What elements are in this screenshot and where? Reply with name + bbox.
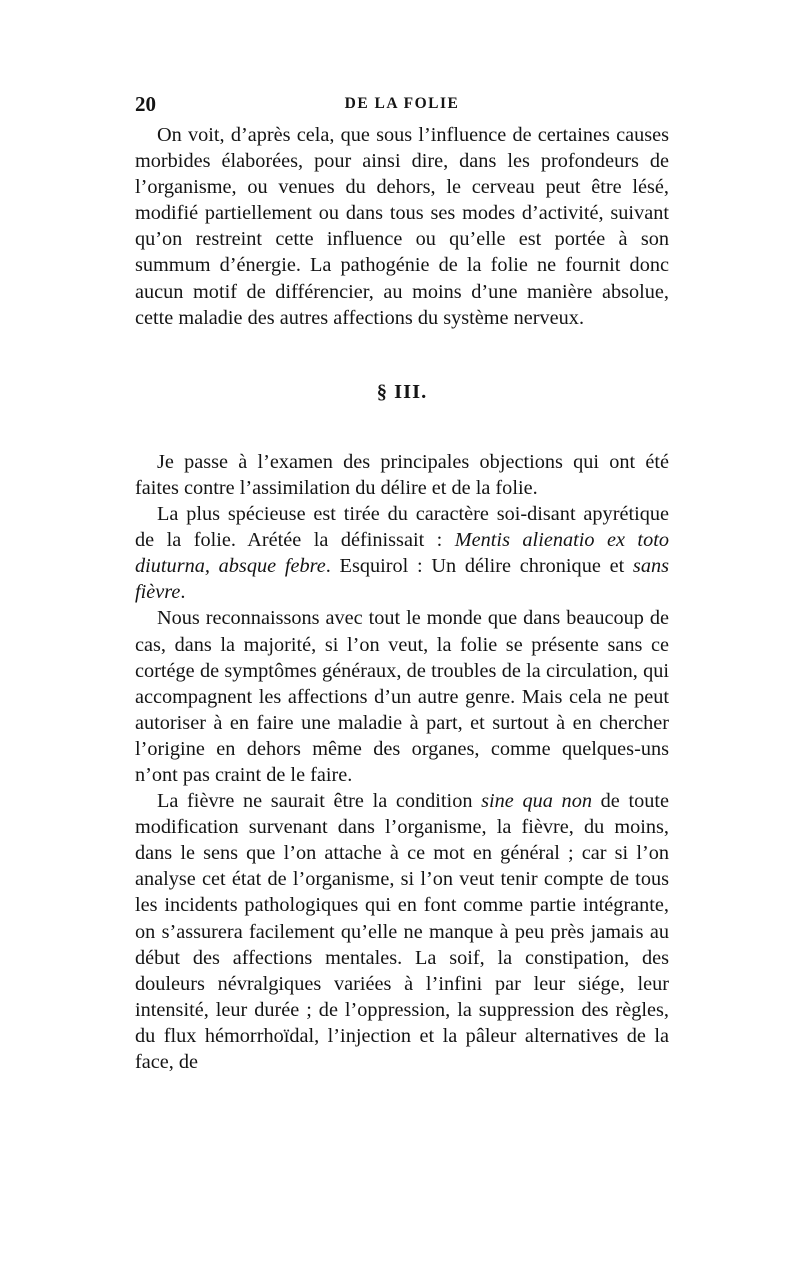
paragraph: Je passe à l’examen des principales objections qui ont été faites contre l’assimilation du délire et de la folie. [135, 450, 669, 499]
text-run: . Esquirol : Un délire chronique et [325, 555, 633, 578]
page-number: 20 [135, 92, 156, 116]
paragraph: On voit, d’après cela, que sous l’influence de certaines causes morbides élaborées, pour ainsi dire, dans les profondeurs de l’organisme, ou venues du dehors, le cerveau peut être lésé, modifié partiellement ou dans tous ses modes d’activité, suivant qu’on restreint cette influence ou qu’elle est portée à son summum d’énergie. La pathogénie de la folie ne fournit donc aucun motif de différencier, au moins d’une manière absolue, cette maladie des autres affections du système nerveux. [135, 124, 669, 329]
paragraph [135, 501, 669, 605]
running-title: DE LA FOLIE [344, 95, 460, 112]
running-head [135, 92, 669, 122]
text-run: La fièvre ne saurait être la condition [157, 790, 482, 813]
section-heading: § III. [376, 380, 428, 403]
italic-phrase: sans fièvre [135, 555, 669, 604]
latin-quotation: Mentis alienatio ex toto diuturna, absque febre [135, 529, 669, 578]
text-run: de toute modification survenant dans l’organisme, la fièvre, du moins, dans le sens que l’on attache à ce mot en général ; car si l’on analyse cet état de l’organisme, si l’on veut tenir compte de tous les incidents pathologiques qui en font comme partie intégrante, on s’assurera facilement qu’elle ne manque à peu près jamais au début des affections mentales. La soif, la constipation, des douleurs névralgiques variées à l’infini par leur siége, leur intensité, leur durée ; de l’oppression, la suppression des règles, du flux hémorrhoïdal, l’injection et la pâleur alternatives de la face, de [135, 790, 669, 1073]
text-run: La plus spécieuse est tirée du caractère soi-disant apyrétique de la folie. Arétée la définissait : [135, 503, 669, 552]
paragraph: Nous reconnaissons avec tout le monde que dans beaucoup de cas, dans la majorité, si l’on veut, la folie se présente sans ce cortége de symptômes généraux, de troubles de la circulation, qui accompagnent les affections d’un autre genre. Mais cela ne peut autoriser à en faire une maladie à part, et surtout à en chercher l’origine en dehors même des organes, comme quelques-uns n’ont pas craint de le faire. [135, 607, 669, 786]
book-page [135, 92, 669, 1075]
paragraph [135, 788, 669, 1075]
text-run: . [180, 581, 186, 604]
latin-phrase: sine qua non [481, 790, 592, 813]
body-text [135, 122, 669, 1075]
